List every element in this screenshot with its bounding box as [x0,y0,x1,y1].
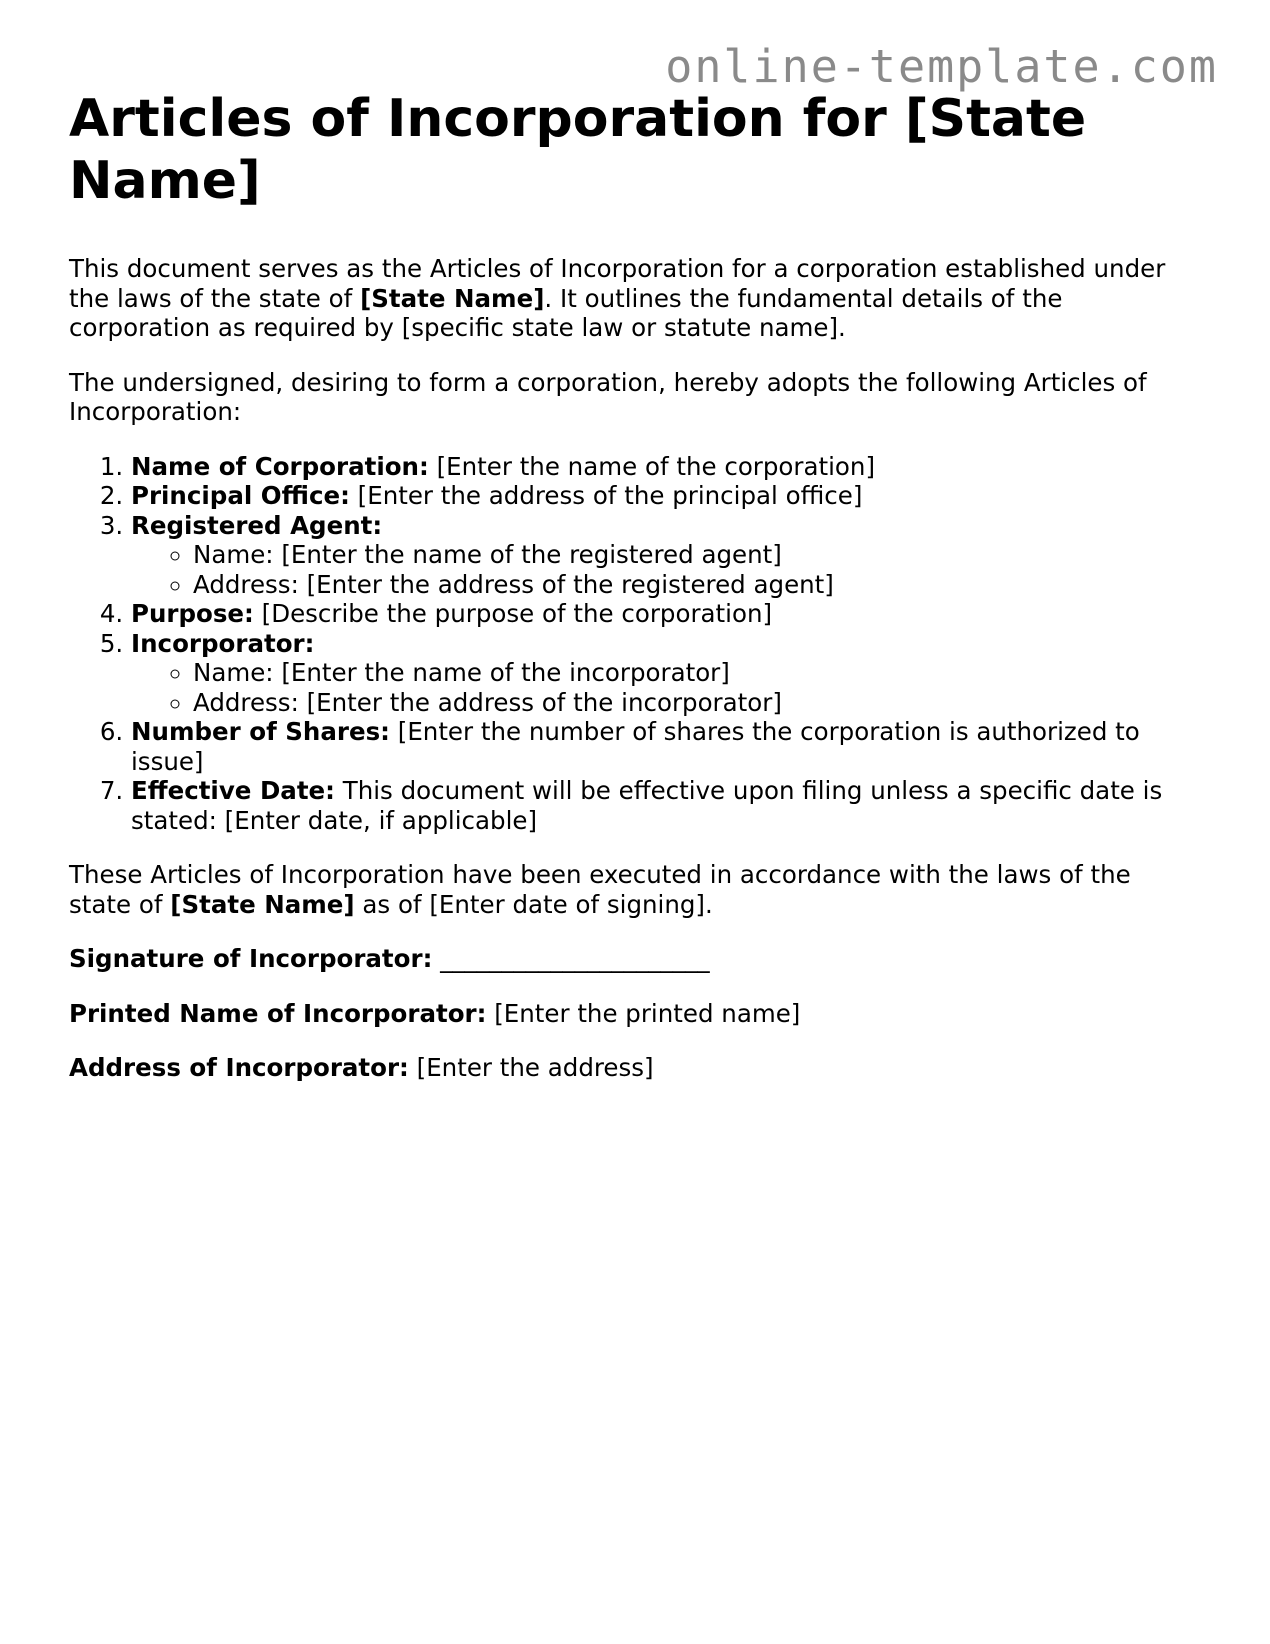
signature-line: Signature of Incorporator: ______________________ [69,944,710,973]
sub-item: ◦ Address: [Enter the address of the incorporator] [193,688,1189,718]
printed-name-line: Printed Name of Incorporator: [Enter the printed name] [69,998,801,1028]
registered-agent-details [131,540,1189,599]
article-item: 7. Effective Date: This document will be effective upon filing unless a specific date is stated: [Enter date, if applicable] [131,776,1189,835]
article-item: 4. Purpose: [Describe the purpose of the corporation] [131,599,1189,629]
article-item: 2. Principal Office: [Enter the address of the principal office] [131,481,1189,511]
articles-list [69,452,1189,836]
sub-item: ◦ Name: [Enter the name of the registered agent] [193,540,1189,570]
adoption-paragraph: The undersigned, desiring to form a corporation, hereby adopts the following Articles of Incorporation: [69,367,1147,426]
document-page [69,88,1189,1083]
signature-blank: ______________________ [432,944,710,973]
incorporator-details [131,658,1189,717]
sub-item: ◦ Name: [Enter the name of the incorporator] [193,658,1189,688]
intro-paragraph: This document serves as the Articles of Incorporation for a corporation established under the laws of the state of [State Name]. It outlines the fundamental details of the corporation as required by [specific state law or statute name]. [69,254,1166,342]
sub-item: ◦ Address: [Enter the address of the registered agent] [193,570,1189,600]
watermark: online-template.com [665,40,1218,93]
article-item: 1. Name of Corporation: [Enter the name of the corporation] [131,452,1189,482]
article-item: 5. Incorporator: ◦ Name: [Enter the name of the incorporator] ◦ Address: [Enter the address of the incorporator] [131,629,1189,718]
document-title: Articles of Incorporation for [State Name] [69,89,1087,211]
article-item: 3. Registered Agent: ◦ Name: [Enter the name of the registered agent] ◦ Address: [Enter the address of the registered agent] [131,511,1189,600]
address-line: Address of Incorporator: [Enter the address] [69,1053,654,1082]
article-item: 6. Number of Shares: [Enter the number of shares the corporation is authorized to issue] [131,717,1189,776]
execution-paragraph: These Articles of Incorporation have been executed in accordance with the laws of the state of [State Name] as of [Enter date of signing]. [69,860,1131,919]
